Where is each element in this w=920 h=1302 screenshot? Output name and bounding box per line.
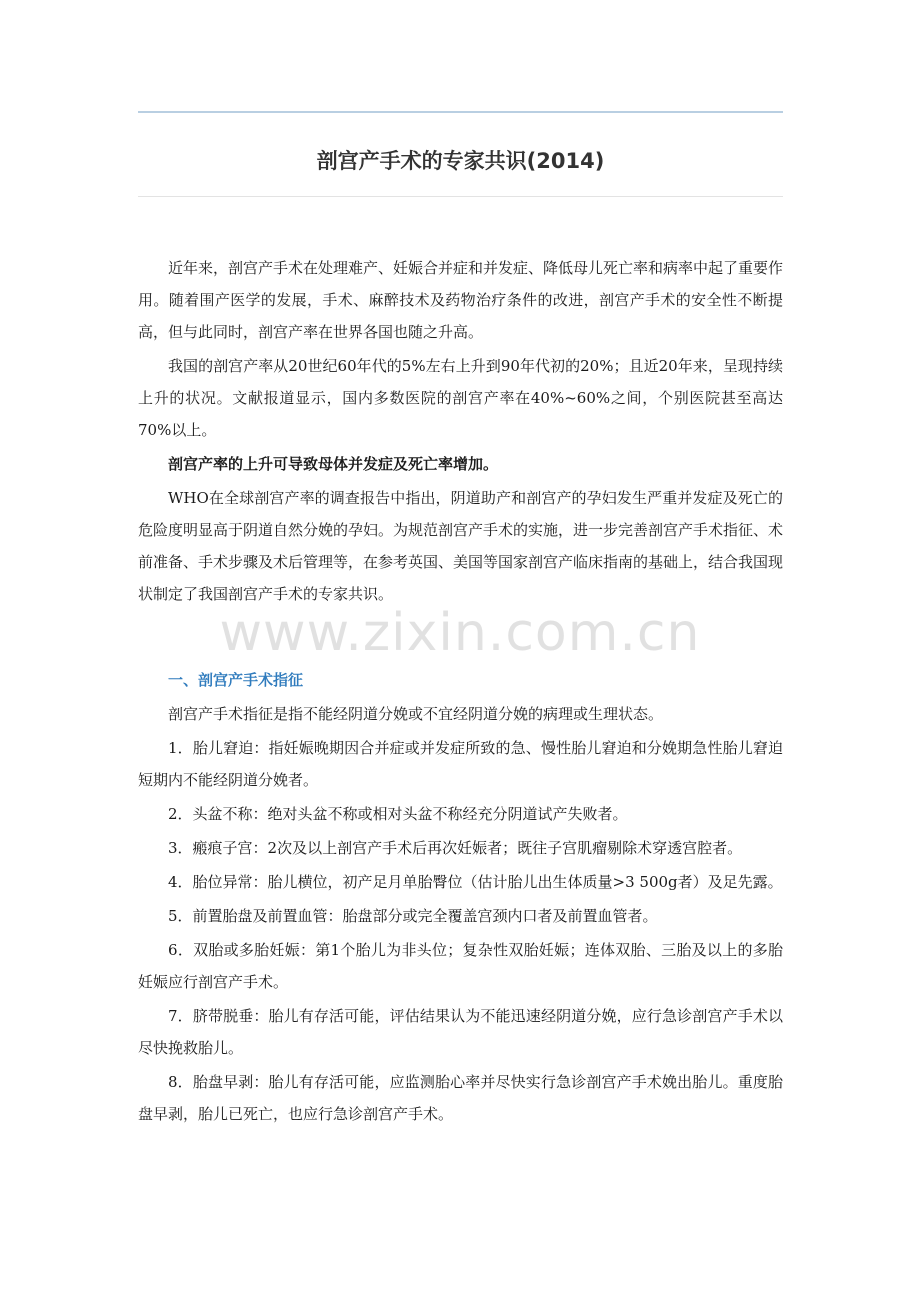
list-item: 3．瘢痕子宫：2次及以上剖宫产手术后再次妊娠者；既往子宫肌瘤剔除术穿透宫腔者。 [168,839,743,857]
list-item: 1．胎儿窘迫：指妊娠晚期因合并症或并发症所致的急、慢性胎儿窘迫和分娩期急性胎儿窘迫短期内不能经阴道分娩者。 [138,739,783,789]
list-item: 6．双胎或多胎妊娠：第1个胎儿为非头位；复杂性双胎妊娠；连体双胎、三胎及以上的多胎妊娠应行剖宫产手术。 [138,941,783,991]
watermark-text: www.zixin.com.cn [219,603,701,663]
list-item: 2．头盆不称：绝对头盆不称或相对头盆不称经充分阴道试产失败者。 [168,805,628,823]
list-item: 4．胎位异常：胎儿横位，初产足月单胎臀位（估计胎儿出生体质量>3 500g者）及足先露。 [168,873,783,891]
document-page [138,0,783,1302]
document-body [138,252,783,1132]
section-intro: 剖宫产手术指征是指不能经阴道分娩或不宜经阴道分娩的病理或生理状态。 [168,705,664,723]
section-heading: 一、剖宫产手术指征 [168,671,304,689]
header-rule [138,111,783,113]
paragraph: 我国的剖宫产率从20世纪60年代的5%左右上升到90年代初的20%；且近20年来，呈现持续上升的状况。文献报道显示，国内多数医院的剖宫产率在40%~60%之间，个别医院甚至高达70%以上。 [138,357,783,439]
list-item: 7．脐带脱垂：胎儿有存活可能，评估结果认为不能迅速经阴道分娩，应行急诊剖宫产手术以尽快挽救胎儿。 [138,1007,783,1057]
paragraph: WHO在全球剖宫产率的调查报告中指出，阴道助产和剖宫产的孕妇发生严重并发症及死亡的危险度明显高于阴道自然分娩的孕妇。为规范剖宫产手术的实施，进一步完善剖宫产手术指征、术前准备、手术步骤及术后管理等，在参考英国、美国等国家剖宫产临床指南的基础上，结合我国现状制定了我国剖宫产手术的专家共识。 [138,489,784,603]
emphasis-paragraph: 剖宫产率的上升可导致母体并发症及死亡率增加。 [168,455,499,473]
paragraph: 近年来，剖宫产手术在处理难产、妊娠合并症和并发症、降低母儿死亡率和病率中起了重要作用。随着围产医学的发展，手术、麻醉技术及药物治疗条件的改进，剖宫产手术的安全性不断提高，但与此同时，剖宫产率在世界各国也随之升高。 [138,259,784,341]
title-divider [138,196,783,197]
list-item: 8．胎盘早剥：胎儿有存活可能，应监测胎心率并尽快实行急诊剖宫产手术娩出胎儿。重度胎盘早剥，胎儿已死亡，也应行急诊剖宫产手术。 [138,1073,783,1123]
document-title: 剖宫产手术的专家共识(2014) [316,149,605,173]
list-item: 5．前置胎盘及前置血管：胎盘部分或完全覆盖宫颈内口者及前置血管者。 [168,907,658,925]
